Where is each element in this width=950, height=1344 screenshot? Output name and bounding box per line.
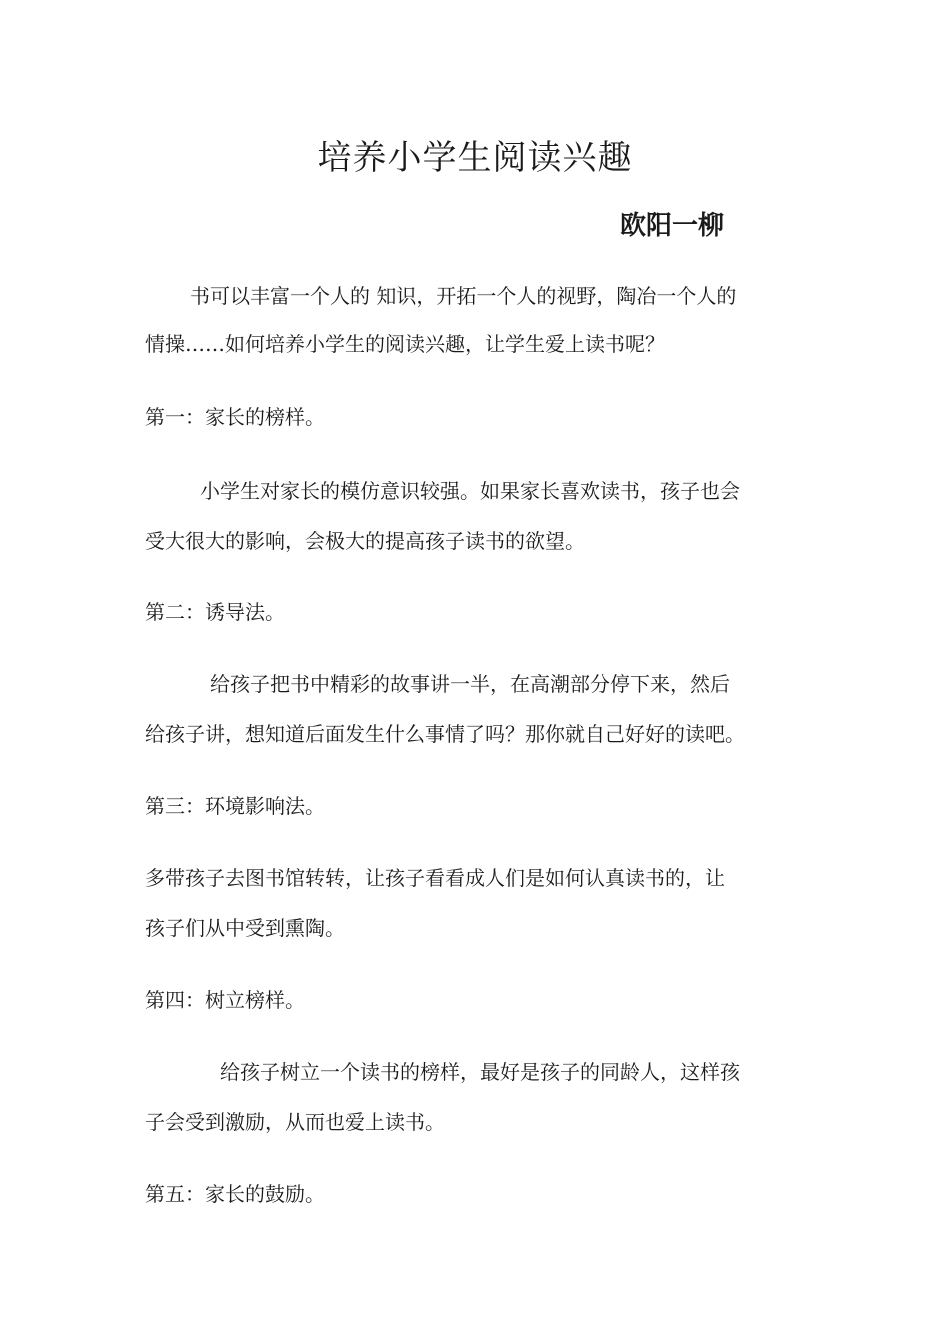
paragraph-line: 给孩子把书中精彩的故事讲一半，在高潮部分停下来，然后 [210, 672, 730, 696]
section-heading: 第三：环境影响法。 [145, 794, 325, 818]
section-heading: 第五：家长的鼓励。 [145, 1182, 325, 1206]
paragraph-line: 小学生对家长的模仿意识较强。如果家长喜欢读书，孩子也会 [200, 479, 740, 503]
section-heading: 第一：家长的榜样。 [145, 405, 325, 429]
paragraph-line: 给孩子树立一个读书的榜样，最好是孩子的同龄人，这样孩 [220, 1060, 740, 1084]
paragraph-line: 孩子们从中受到熏陶。 [145, 916, 345, 940]
document-title: 培养小学生阅读兴趣 [317, 138, 633, 178]
paragraph-line: 给孩子讲，想知道后面发生什么事情了吗？那你就自己好好的读吧。 [145, 722, 745, 746]
paragraph-line: 书可以丰富一个人的 知识，开拓一个人的视野，陶冶一个人的 [190, 284, 737, 308]
paragraph-line: 多带孩子去图书馆转转，让孩子看看成人们是如何认真读书的，让 [145, 866, 725, 890]
paragraph-line: 子会受到激励，从而也爱上读书。 [145, 1110, 445, 1134]
section-heading: 第四：树立榜样。 [145, 988, 305, 1012]
section-heading: 第二：诱导法。 [145, 600, 285, 624]
paragraph-line: 情操……如何培养小学生的阅读兴趣，让学生爱上读书呢？ [145, 332, 665, 356]
paragraph-line: 受大很大的影响，会极大的提高孩子读书的欲望。 [145, 529, 585, 553]
document-author: 欧阳一柳 [620, 211, 725, 241]
